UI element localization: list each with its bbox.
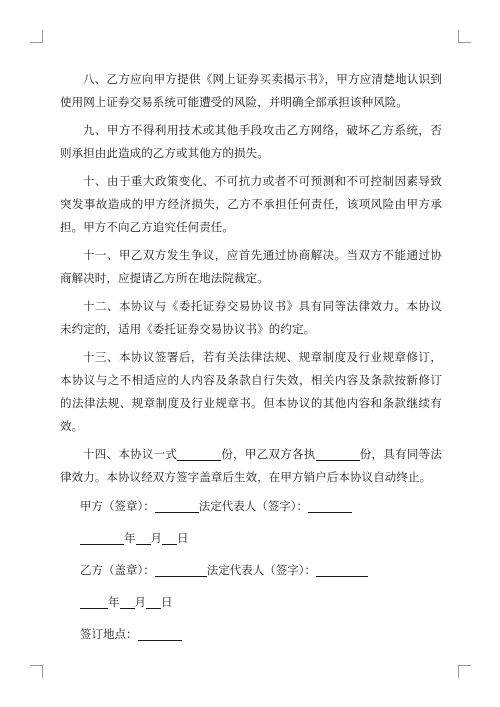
- party-b-signature-line: [80, 559, 442, 582]
- party-a-rep-label: 法定代表人（签字）：: [198, 499, 308, 513]
- signing-place-line: [80, 623, 442, 646]
- party-b-blank: [155, 562, 207, 577]
- document-body: [60, 68, 442, 655]
- clause-14: [60, 443, 442, 489]
- party-b-date-line: [80, 591, 442, 614]
- party-a-signature-line: [80, 495, 442, 518]
- clause-13: 十三、本协议签署后，若有关法律法规、规章制度及行业规章修订，本协议与之不相适应的人内容及条款自行失效，相关内容及条款按新修订的法律法规、规章制度及行业规章书。但本协议的其他内容和条款继续有效。: [60, 350, 442, 433]
- crop-mark-bottom-right: [458, 665, 471, 678]
- party-b-month-blank: [120, 594, 135, 609]
- clause-11: 十一、甲乙双方发生争议，应首先通过协商解决。当双方不能通过协商解决时，应提请乙方所在地法院裁定。: [60, 248, 442, 285]
- party-b-label: 乙方（盖章）：: [80, 563, 155, 577]
- party-a-year-blank: [80, 530, 124, 545]
- party-a-rep-blank: [308, 498, 352, 513]
- clause-14-part-3: 份，具有同等法律效力。本协议经双方签字盖章后生效，在甲方销户后本协议自动终止。: [60, 447, 442, 484]
- party-b-year-blank: [80, 594, 108, 609]
- clause-8: 八、乙方应向甲方提供《网上证券买卖揭示书》，甲方应清楚地认识到使用网上证券交易系统可能遭受的风险，并明确全部承担该种风险。: [60, 72, 442, 109]
- day-label: 日: [161, 595, 173, 609]
- crop-mark-top-left: [30, 30, 43, 43]
- party-a-label: 甲方（签章）：: [80, 499, 155, 513]
- clause-10: 十、由于重大政策变化、不可抗力或者不可预测和不可控制因素导致突发事故造成的甲方经济损失，乙方不承担任何责任，该项风险由甲方承担。甲方不向乙方追究任何责任。: [60, 174, 442, 234]
- signing-place-blank: [138, 626, 182, 641]
- each-copies-blank: [316, 446, 360, 461]
- clause-14-part-2: 份，甲乙双方各执: [221, 447, 316, 461]
- month-label: 月: [150, 531, 162, 545]
- clause-12: 十二、本协议与《委托证券交易协议书》具有同等法律效力。本协议未约定的，适用《委托证券交易协议书》的约定。: [60, 299, 442, 336]
- copies-blank: [177, 446, 221, 461]
- crop-mark-bottom-left: [30, 665, 43, 678]
- party-a-month-blank: [136, 530, 151, 545]
- party-a-day-blank: [162, 530, 177, 545]
- party-a-date-line: [80, 527, 442, 550]
- day-label: 日: [177, 531, 189, 545]
- year-label: 年: [124, 531, 136, 545]
- year-label: 年: [108, 595, 120, 609]
- party-b-rep-label: 法定代表人（签字）：: [206, 563, 316, 577]
- party-b-day-blank: [146, 594, 161, 609]
- party-b-rep-blank: [316, 562, 368, 577]
- crop-mark-top-right: [458, 30, 471, 43]
- party-a-blank: [155, 498, 199, 513]
- clause-14-part-1: 十四、本协议一式: [83, 447, 178, 461]
- month-label: 月: [134, 595, 146, 609]
- signing-place-label: 签订地点：: [80, 627, 138, 641]
- clause-9: 九、甲方不得利用技术或其他手段攻击乙方网络，破坏乙方系统，否则承担由此造成的乙方或其他方的损失。: [60, 123, 442, 160]
